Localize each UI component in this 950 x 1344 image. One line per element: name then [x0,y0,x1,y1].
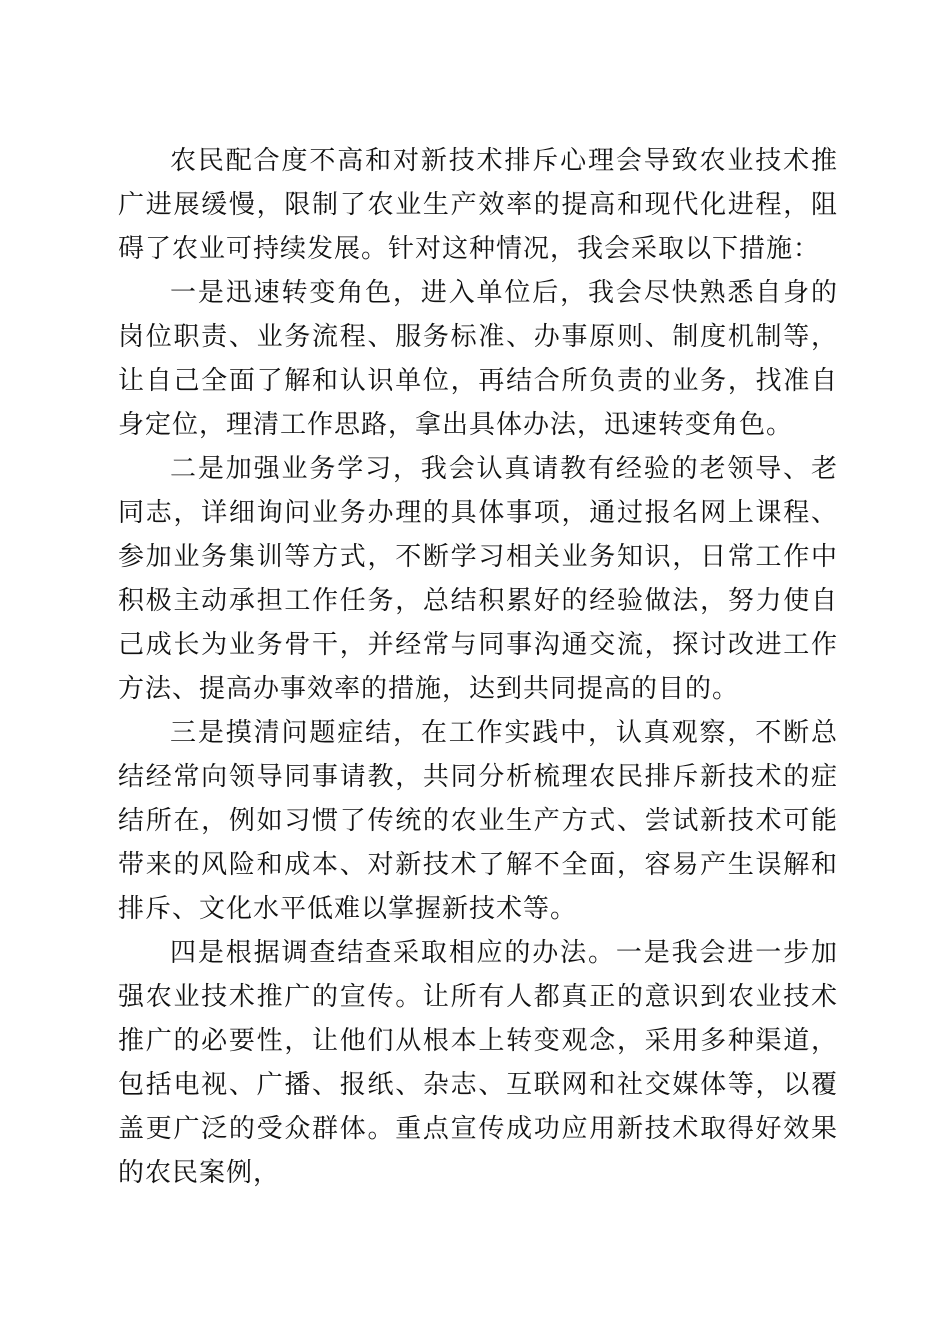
paragraph-measure-1: 一是迅速转变角色，进入单位后，我会尽快熟悉自身的岗位职责、业务流程、服务标准、办事原则、制度机制等，让自己全面了解和认识单位，再结合所负责的业务，找准自身定位，理清工作思路，拿出具体办法，迅速转变角色。 [118,278,838,440]
paragraph-measure-2: 二是加强业务学习，我会认真请教有经验的老领导、老同志，详细询问业务办理的具体事项，通过报名网上课程、参加业务集训等方式，不断学习相关业务知识，日常工作中积极主动承担工作任务，总结积累好的经验做法，努力使自己成长为业务骨干，并经常与同事沟通交流，探讨改进工作方法、提高办事效率的措施，达到共同提高的目的。 [118,454,838,704]
paragraph-intro: 农民配合度不高和对新技术排斥心理会导致农业技术推广进展缓慢，限制了农业生产效率的提高和现代化进程，阻碍了农业可持续发展。针对这种情况，我会采取以下措施： [118,146,838,264]
paragraph-measure-4: 四是根据调查结查采取相应的办法。一是我会进一步加强农业技术推广的宣传。让所有人都真正的意识到农业技术推广的必要性，让他们从根本上转变观念，采用多种渠道，包括电视、广播、报纸、杂志、互联网和社交媒体等，以覆盖更广泛的受众群体。重点宣传成功应用新技术取得好效果的农民案例， [118,938,838,1188]
paragraph-measure-3: 三是摸清问题症结，在工作实践中，认真观察，不断总结经常向领导同事请教，共同分析梳理农民排斥新技术的症结所在，例如习惯了传统的农业生产方式、尝试新技术可能带来的风险和成本、对新技术了解不全面，容易产生误解和排斥、文化水平低难以掌握新技术等。 [118,718,838,924]
document-body [118,139,838,1195]
